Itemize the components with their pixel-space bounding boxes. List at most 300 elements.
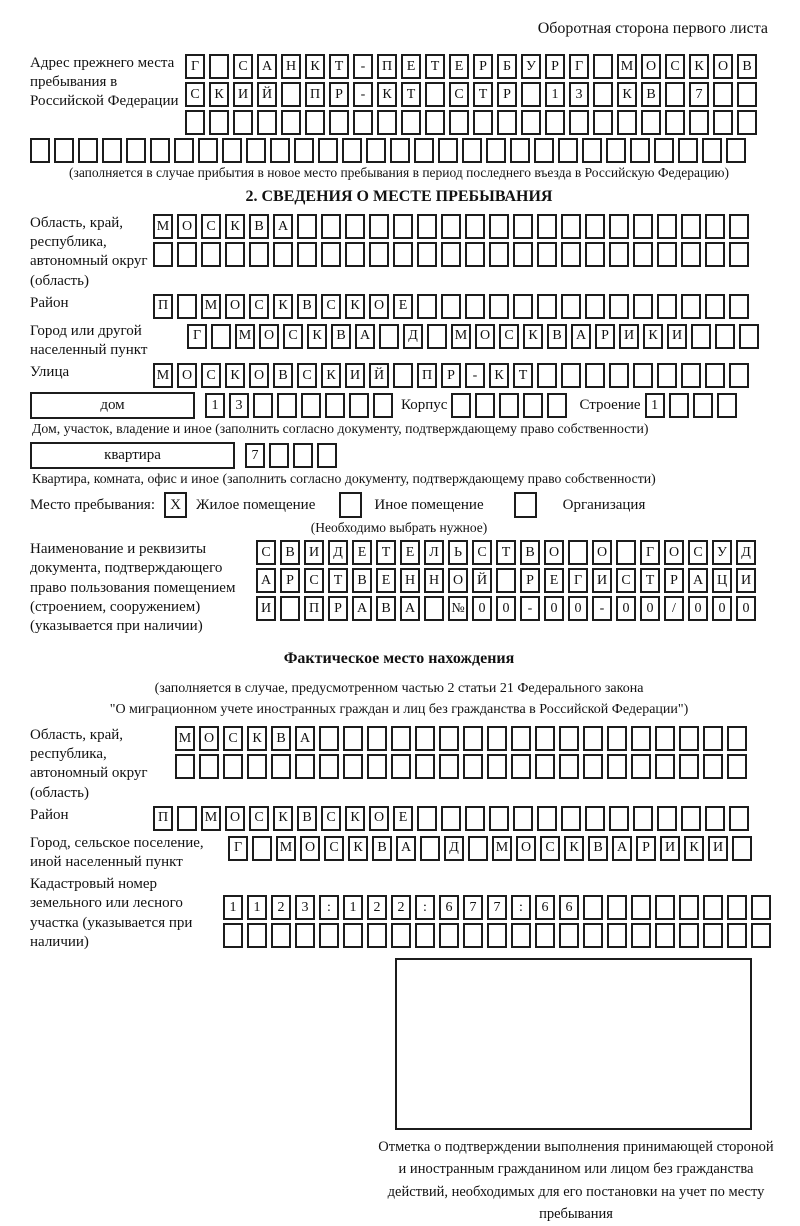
char-cell[interactable]: В <box>376 596 396 621</box>
char-cell[interactable] <box>438 138 458 163</box>
char-cell[interactable] <box>343 754 363 779</box>
char-cell[interactable]: Д <box>403 324 423 349</box>
char-cell[interactable]: Р <box>520 568 540 593</box>
char-cell[interactable] <box>417 214 437 239</box>
char-cell[interactable] <box>496 568 516 593</box>
char-cell[interactable]: О <box>664 540 684 565</box>
char-cell[interactable]: Т <box>425 54 445 79</box>
char-cell[interactable]: 0 <box>472 596 492 621</box>
char-cell[interactable] <box>295 923 315 948</box>
char-cell[interactable]: Й <box>257 82 277 107</box>
char-cell[interactable] <box>537 242 557 267</box>
char-cell[interactable]: С <box>201 363 221 388</box>
char-cell[interactable]: С <box>499 324 519 349</box>
char-cell[interactable] <box>463 923 483 948</box>
char-cell[interactable]: О <box>259 324 279 349</box>
char-cell[interactable]: В <box>737 54 757 79</box>
char-cell[interactable] <box>319 726 339 751</box>
char-cell[interactable] <box>559 923 579 948</box>
char-cell[interactable]: 0 <box>568 596 588 621</box>
char-cell[interactable] <box>489 806 509 831</box>
char-cell[interactable] <box>301 393 321 418</box>
char-cell[interactable] <box>732 836 752 861</box>
char-cell[interactable] <box>465 294 485 319</box>
zhiloe-checkbox[interactable]: X <box>164 492 187 518</box>
char-cell[interactable]: И <box>660 836 680 861</box>
char-cell[interactable] <box>369 214 389 239</box>
char-cell[interactable] <box>606 138 626 163</box>
char-cell[interactable] <box>617 110 637 135</box>
char-cell[interactable] <box>319 754 339 779</box>
char-cell[interactable]: И <box>256 596 276 621</box>
char-cell[interactable]: К <box>523 324 543 349</box>
char-cell[interactable] <box>321 242 341 267</box>
char-cell[interactable] <box>342 138 362 163</box>
char-cell[interactable] <box>293 443 313 468</box>
char-cell[interactable]: К <box>305 54 325 79</box>
char-cell[interactable] <box>353 110 373 135</box>
char-cell[interactable] <box>441 242 461 267</box>
char-cell[interactable] <box>585 806 605 831</box>
char-cell[interactable] <box>558 138 578 163</box>
char-cell[interactable] <box>349 393 369 418</box>
char-cell[interactable] <box>222 138 242 163</box>
char-cell[interactable]: С <box>233 54 253 79</box>
char-cell[interactable] <box>367 923 387 948</box>
char-cell[interactable] <box>102 138 122 163</box>
char-cell[interactable]: Р <box>280 568 300 593</box>
char-cell[interactable]: В <box>588 836 608 861</box>
char-cell[interactable]: А <box>612 836 632 861</box>
char-cell[interactable] <box>585 294 605 319</box>
char-cell[interactable]: Е <box>401 54 421 79</box>
char-cell[interactable] <box>211 324 231 349</box>
char-cell[interactable]: Г <box>640 540 660 565</box>
char-cell[interactable] <box>473 110 493 135</box>
char-cell[interactable]: Г <box>185 54 205 79</box>
char-cell[interactable] <box>583 754 603 779</box>
char-cell[interactable] <box>401 110 421 135</box>
char-cell[interactable]: И <box>619 324 639 349</box>
char-cell[interactable] <box>561 242 581 267</box>
char-cell[interactable] <box>681 294 701 319</box>
char-cell[interactable] <box>199 754 219 779</box>
char-cell[interactable]: С <box>449 82 469 107</box>
char-cell[interactable] <box>582 138 602 163</box>
char-cell[interactable] <box>78 138 98 163</box>
char-cell[interactable] <box>366 138 386 163</box>
char-cell[interactable] <box>223 923 243 948</box>
char-cell[interactable] <box>465 242 485 267</box>
char-cell[interactable] <box>729 363 749 388</box>
char-cell[interactable] <box>593 82 613 107</box>
char-cell[interactable]: У <box>521 54 541 79</box>
char-cell[interactable] <box>277 393 297 418</box>
char-cell[interactable] <box>513 806 533 831</box>
char-cell[interactable]: П <box>377 54 397 79</box>
char-cell[interactable]: - <box>465 363 485 388</box>
char-cell[interactable]: - <box>353 82 373 107</box>
char-cell[interactable] <box>511 923 531 948</box>
char-cell[interactable]: М <box>451 324 471 349</box>
char-cell[interactable] <box>609 214 629 239</box>
char-cell[interactable] <box>253 393 273 418</box>
char-cell[interactable] <box>729 806 749 831</box>
char-cell[interactable]: Б <box>497 54 517 79</box>
char-cell[interactable] <box>681 214 701 239</box>
char-cell[interactable] <box>655 754 675 779</box>
char-cell[interactable] <box>713 82 733 107</box>
char-cell[interactable] <box>679 726 699 751</box>
char-cell[interactable]: К <box>273 294 293 319</box>
char-cell[interactable]: Е <box>376 568 396 593</box>
char-cell[interactable]: Г <box>568 568 588 593</box>
char-cell[interactable] <box>703 923 723 948</box>
char-cell[interactable] <box>367 754 387 779</box>
char-cell[interactable]: Т <box>496 540 516 565</box>
char-cell[interactable] <box>269 443 289 468</box>
char-cell[interactable] <box>463 726 483 751</box>
char-cell[interactable]: М <box>492 836 512 861</box>
char-cell[interactable] <box>669 393 689 418</box>
char-cell[interactable] <box>751 895 771 920</box>
char-cell[interactable] <box>201 242 221 267</box>
char-cell[interactable] <box>535 726 555 751</box>
char-cell[interactable] <box>593 110 613 135</box>
char-cell[interactable]: 3 <box>569 82 589 107</box>
char-cell[interactable]: С <box>249 294 269 319</box>
char-cell[interactable] <box>54 138 74 163</box>
char-cell[interactable]: А <box>257 54 277 79</box>
char-cell[interactable]: Р <box>545 54 565 79</box>
char-cell[interactable]: / <box>664 596 684 621</box>
char-cell[interactable]: А <box>256 568 276 593</box>
char-cell[interactable]: Р <box>473 54 493 79</box>
char-cell[interactable]: И <box>667 324 687 349</box>
char-cell[interactable] <box>641 110 661 135</box>
char-cell[interactable] <box>559 726 579 751</box>
char-cell[interactable]: 3 <box>295 895 315 920</box>
stamp-box[interactable] <box>395 958 752 1130</box>
char-cell[interactable] <box>729 242 749 267</box>
char-cell[interactable] <box>537 294 557 319</box>
char-cell[interactable]: Т <box>640 568 660 593</box>
char-cell[interactable]: 6 <box>439 895 459 920</box>
char-cell[interactable]: К <box>617 82 637 107</box>
char-cell[interactable]: О <box>225 294 245 319</box>
char-cell[interactable] <box>390 138 410 163</box>
char-cell[interactable]: Р <box>636 836 656 861</box>
char-cell[interactable] <box>321 214 341 239</box>
char-cell[interactable] <box>468 836 488 861</box>
char-cell[interactable]: С <box>249 806 269 831</box>
char-cell[interactable]: 1 <box>343 895 363 920</box>
char-cell[interactable]: Т <box>513 363 533 388</box>
char-cell[interactable] <box>280 596 300 621</box>
char-cell[interactable]: К <box>348 836 368 861</box>
char-cell[interactable] <box>393 214 413 239</box>
char-cell[interactable] <box>513 242 533 267</box>
char-cell[interactable]: А <box>273 214 293 239</box>
char-cell[interactable] <box>417 294 437 319</box>
char-cell[interactable] <box>175 754 195 779</box>
char-cell[interactable]: В <box>520 540 540 565</box>
char-cell[interactable] <box>497 110 517 135</box>
char-cell[interactable] <box>727 726 747 751</box>
char-cell[interactable]: Н <box>281 54 301 79</box>
char-cell[interactable] <box>631 895 651 920</box>
char-cell[interactable]: П <box>304 596 324 621</box>
char-cell[interactable]: К <box>321 363 341 388</box>
char-cell[interactable] <box>511 754 531 779</box>
char-cell[interactable] <box>561 806 581 831</box>
char-cell[interactable] <box>607 754 627 779</box>
char-cell[interactable]: О <box>225 806 245 831</box>
char-cell[interactable]: М <box>617 54 637 79</box>
char-cell[interactable] <box>271 754 291 779</box>
char-cell[interactable] <box>415 923 435 948</box>
char-cell[interactable] <box>679 754 699 779</box>
char-cell[interactable]: В <box>297 806 317 831</box>
char-cell[interactable] <box>281 110 301 135</box>
kvartira-box[interactable]: квартира <box>30 442 235 469</box>
char-cell[interactable] <box>729 214 749 239</box>
char-cell[interactable]: С <box>185 82 205 107</box>
char-cell[interactable] <box>249 242 269 267</box>
char-cell[interactable] <box>631 754 651 779</box>
char-cell[interactable]: С <box>321 806 341 831</box>
char-cell[interactable]: № <box>448 596 468 621</box>
char-cell[interactable] <box>271 923 291 948</box>
char-cell[interactable] <box>654 138 674 163</box>
char-cell[interactable] <box>30 138 50 163</box>
char-cell[interactable]: К <box>377 82 397 107</box>
char-cell[interactable] <box>329 110 349 135</box>
char-cell[interactable] <box>703 726 723 751</box>
char-cell[interactable]: Г <box>228 836 248 861</box>
char-cell[interactable] <box>489 294 509 319</box>
char-cell[interactable]: Е <box>544 568 564 593</box>
char-cell[interactable] <box>657 806 677 831</box>
char-cell[interactable]: С <box>665 54 685 79</box>
char-cell[interactable]: Т <box>376 540 396 565</box>
char-cell[interactable] <box>319 923 339 948</box>
char-cell[interactable]: М <box>175 726 195 751</box>
char-cell[interactable] <box>465 806 485 831</box>
char-cell[interactable]: Й <box>472 568 492 593</box>
char-cell[interactable] <box>561 294 581 319</box>
char-cell[interactable] <box>415 754 435 779</box>
char-cell[interactable] <box>717 393 737 418</box>
char-cell[interactable] <box>681 242 701 267</box>
char-cell[interactable]: : <box>319 895 339 920</box>
char-cell[interactable] <box>691 324 711 349</box>
char-cell[interactable]: О <box>448 568 468 593</box>
char-cell[interactable] <box>705 294 725 319</box>
char-cell[interactable] <box>177 242 197 267</box>
char-cell[interactable]: В <box>547 324 567 349</box>
char-cell[interactable] <box>705 363 725 388</box>
char-cell[interactable]: Ц <box>712 568 732 593</box>
char-cell[interactable]: В <box>280 540 300 565</box>
char-cell[interactable] <box>451 393 471 418</box>
char-cell[interactable] <box>379 324 399 349</box>
char-cell[interactable]: 2 <box>391 895 411 920</box>
char-cell[interactable] <box>391 923 411 948</box>
char-cell[interactable] <box>487 726 507 751</box>
char-cell[interactable] <box>294 138 314 163</box>
char-cell[interactable]: М <box>153 363 173 388</box>
char-cell[interactable] <box>737 82 757 107</box>
char-cell[interactable]: Д <box>328 540 348 565</box>
char-cell[interactable]: 2 <box>367 895 387 920</box>
char-cell[interactable] <box>665 82 685 107</box>
char-cell[interactable] <box>681 363 701 388</box>
char-cell[interactable]: В <box>249 214 269 239</box>
char-cell[interactable] <box>593 54 613 79</box>
char-cell[interactable] <box>655 895 675 920</box>
char-cell[interactable]: М <box>201 806 221 831</box>
char-cell[interactable] <box>153 242 173 267</box>
char-cell[interactable]: Т <box>329 54 349 79</box>
char-cell[interactable]: П <box>305 82 325 107</box>
char-cell[interactable]: В <box>297 294 317 319</box>
char-cell[interactable] <box>561 214 581 239</box>
char-cell[interactable] <box>223 754 243 779</box>
char-cell[interactable]: 6 <box>559 895 579 920</box>
char-cell[interactable]: О <box>199 726 219 751</box>
char-cell[interactable]: - <box>353 54 373 79</box>
char-cell[interactable]: Р <box>441 363 461 388</box>
char-cell[interactable] <box>369 242 389 267</box>
char-cell[interactable] <box>689 110 709 135</box>
char-cell[interactable] <box>465 214 485 239</box>
char-cell[interactable] <box>537 806 557 831</box>
char-cell[interactable]: С <box>297 363 317 388</box>
char-cell[interactable] <box>393 242 413 267</box>
char-cell[interactable] <box>534 138 554 163</box>
char-cell[interactable] <box>441 806 461 831</box>
char-cell[interactable]: К <box>307 324 327 349</box>
char-cell[interactable]: О <box>641 54 661 79</box>
char-cell[interactable] <box>233 110 253 135</box>
char-cell[interactable] <box>665 110 685 135</box>
char-cell[interactable]: В <box>641 82 661 107</box>
char-cell[interactable]: 1 <box>247 895 267 920</box>
char-cell[interactable]: Т <box>328 568 348 593</box>
char-cell[interactable] <box>174 138 194 163</box>
char-cell[interactable]: А <box>396 836 416 861</box>
char-cell[interactable]: Р <box>328 596 348 621</box>
char-cell[interactable] <box>561 363 581 388</box>
char-cell[interactable]: Р <box>329 82 349 107</box>
char-cell[interactable]: - <box>520 596 540 621</box>
char-cell[interactable] <box>297 214 317 239</box>
char-cell[interactable] <box>729 294 749 319</box>
char-cell[interactable] <box>439 923 459 948</box>
char-cell[interactable]: О <box>516 836 536 861</box>
char-cell[interactable] <box>439 754 459 779</box>
char-cell[interactable] <box>489 214 509 239</box>
char-cell[interactable]: 2 <box>271 895 291 920</box>
char-cell[interactable] <box>679 923 699 948</box>
char-cell[interactable]: О <box>177 214 197 239</box>
char-cell[interactable] <box>391 726 411 751</box>
char-cell[interactable]: Т <box>401 82 421 107</box>
char-cell[interactable] <box>609 363 629 388</box>
char-cell[interactable] <box>737 110 757 135</box>
char-cell[interactable]: К <box>643 324 663 349</box>
char-cell[interactable]: С <box>321 294 341 319</box>
char-cell[interactable]: О <box>177 363 197 388</box>
char-cell[interactable] <box>535 923 555 948</box>
char-cell[interactable]: Д <box>444 836 464 861</box>
char-cell[interactable]: И <box>233 82 253 107</box>
char-cell[interactable]: И <box>592 568 612 593</box>
char-cell[interactable] <box>373 393 393 418</box>
char-cell[interactable] <box>545 110 565 135</box>
char-cell[interactable]: 7 <box>463 895 483 920</box>
char-cell[interactable]: К <box>684 836 704 861</box>
char-cell[interactable]: Р <box>664 568 684 593</box>
char-cell[interactable] <box>475 393 495 418</box>
char-cell[interactable] <box>209 54 229 79</box>
char-cell[interactable] <box>703 754 723 779</box>
char-cell[interactable]: 1 <box>545 82 565 107</box>
char-cell[interactable]: Е <box>393 806 413 831</box>
char-cell[interactable] <box>693 393 713 418</box>
char-cell[interactable]: Ь <box>448 540 468 565</box>
char-cell[interactable]: И <box>304 540 324 565</box>
char-cell[interactable] <box>607 923 627 948</box>
char-cell[interactable] <box>441 294 461 319</box>
char-cell[interactable] <box>511 726 531 751</box>
char-cell[interactable]: 1 <box>223 895 243 920</box>
char-cell[interactable]: 1 <box>205 393 225 418</box>
char-cell[interactable] <box>559 754 579 779</box>
char-cell[interactable] <box>252 836 272 861</box>
char-cell[interactable] <box>247 923 267 948</box>
char-cell[interactable]: Г <box>569 54 589 79</box>
char-cell[interactable]: Р <box>497 82 517 107</box>
char-cell[interactable]: Р <box>595 324 615 349</box>
char-cell[interactable]: : <box>415 895 435 920</box>
char-cell[interactable] <box>513 214 533 239</box>
char-cell[interactable] <box>317 443 337 468</box>
char-cell[interactable]: К <box>225 363 245 388</box>
char-cell[interactable] <box>727 895 747 920</box>
char-cell[interactable]: М <box>235 324 255 349</box>
char-cell[interactable] <box>655 726 675 751</box>
char-cell[interactable]: Н <box>400 568 420 593</box>
char-cell[interactable]: П <box>153 806 173 831</box>
char-cell[interactable] <box>486 138 506 163</box>
char-cell[interactable]: С <box>304 568 324 593</box>
char-cell[interactable]: И <box>708 836 728 861</box>
char-cell[interactable]: В <box>331 324 351 349</box>
char-cell[interactable]: Е <box>393 294 413 319</box>
char-cell[interactable]: 6 <box>535 895 555 920</box>
char-cell[interactable] <box>631 726 651 751</box>
char-cell[interactable]: 3 <box>229 393 249 418</box>
char-cell[interactable] <box>727 923 747 948</box>
char-cell[interactable] <box>273 242 293 267</box>
char-cell[interactable]: О <box>592 540 612 565</box>
char-cell[interactable]: 1 <box>645 393 665 418</box>
char-cell[interactable]: О <box>369 294 389 319</box>
org-checkbox[interactable] <box>514 492 537 518</box>
char-cell[interactable] <box>583 726 603 751</box>
